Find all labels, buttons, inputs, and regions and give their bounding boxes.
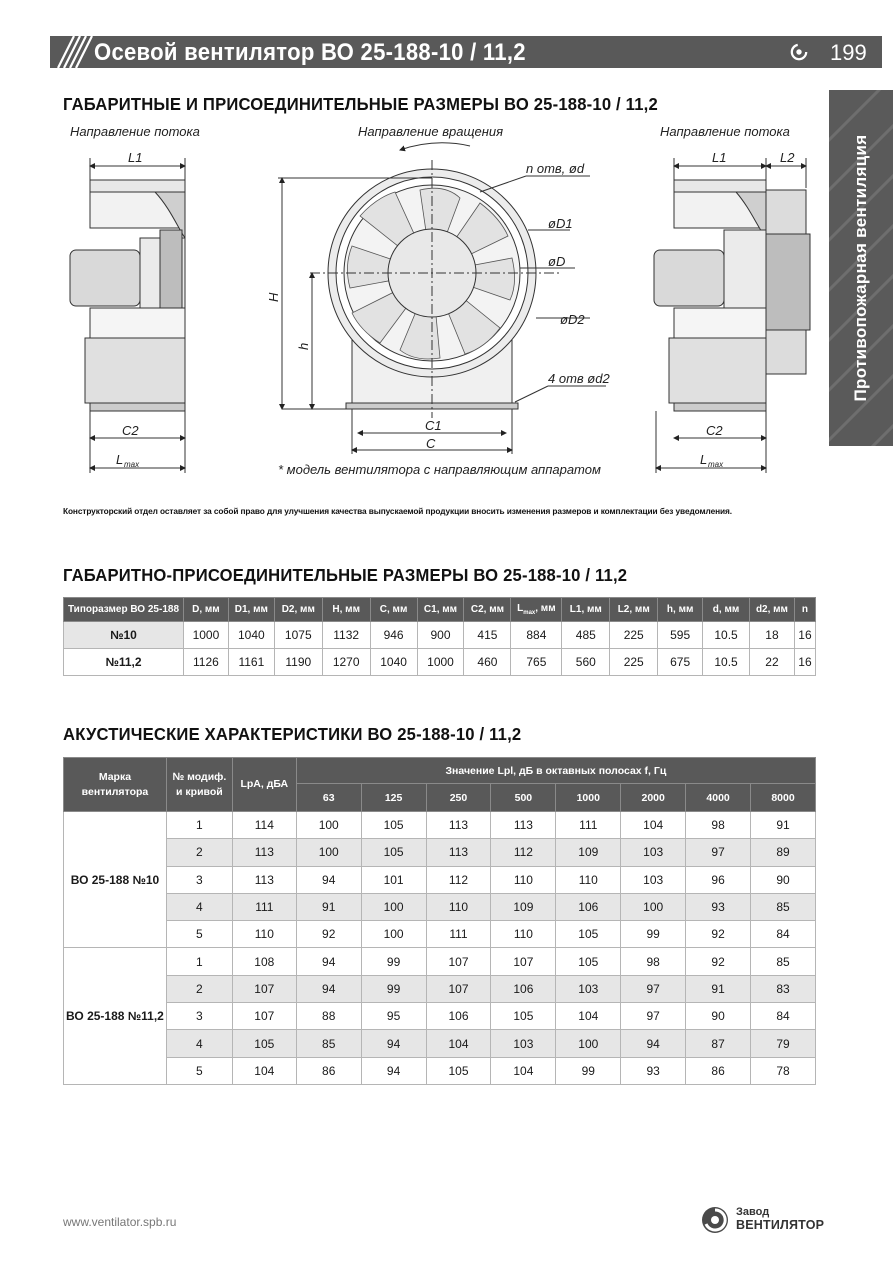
table-cell: 109 bbox=[491, 893, 556, 920]
table-cell: 1 bbox=[166, 948, 232, 975]
technical-drawing-svg bbox=[60, 118, 830, 488]
rotation-direction-label: Направление вращения bbox=[358, 124, 504, 139]
company-logo bbox=[700, 1203, 825, 1237]
table-cell: 99 bbox=[556, 1057, 621, 1084]
table-cell: 105 bbox=[491, 1003, 556, 1030]
dim-header-cell: d2, мм bbox=[749, 598, 794, 622]
table-row bbox=[64, 893, 816, 920]
table-cell: 100 bbox=[361, 921, 426, 948]
table-cell: 98 bbox=[621, 948, 686, 975]
size-cell: №10 bbox=[64, 622, 184, 649]
left-C2-label: C2 bbox=[122, 423, 139, 438]
drawing-footnote: * модель вентилятора с направляющим аппаратом bbox=[278, 462, 601, 477]
table-cell: 104 bbox=[426, 1030, 491, 1057]
dim-header-cell: h, мм bbox=[658, 598, 703, 622]
right-C2-label: C2 bbox=[706, 423, 723, 438]
table-cell: 16 bbox=[794, 649, 815, 676]
table-cell: 22 bbox=[749, 649, 794, 676]
table-cell: 10.5 bbox=[703, 649, 750, 676]
freq-header: 63 bbox=[296, 784, 361, 812]
table-cell: 107 bbox=[232, 1003, 296, 1030]
left-side-view bbox=[70, 124, 200, 473]
model-header: Марка вентилятора bbox=[64, 758, 167, 812]
table-cell: 225 bbox=[610, 622, 658, 649]
table-cell: 107 bbox=[232, 975, 296, 1002]
table-cell: 460 bbox=[464, 649, 511, 676]
dim-header-cell: L1, мм bbox=[562, 598, 610, 622]
freq-header: 8000 bbox=[751, 784, 816, 812]
center-front-view bbox=[266, 124, 610, 477]
table-cell: 10.5 bbox=[703, 622, 750, 649]
dim-header-cell: C2, мм bbox=[464, 598, 511, 622]
technical-drawing bbox=[60, 118, 830, 488]
model-cell: ВО 25-188 №11,2 bbox=[64, 948, 167, 1084]
table-cell: 1190 bbox=[274, 649, 322, 676]
table-cell: 99 bbox=[361, 948, 426, 975]
table-cell: 98 bbox=[686, 812, 751, 839]
table-cell: 110 bbox=[232, 921, 296, 948]
freq-header: 500 bbox=[491, 784, 556, 812]
acoustic-header-row-1 bbox=[64, 758, 816, 784]
dim-header-cell: H, мм bbox=[322, 598, 370, 622]
table-cell: 101 bbox=[361, 866, 426, 893]
table-cell: 18 bbox=[749, 622, 794, 649]
company-swirl-icon bbox=[700, 1205, 730, 1235]
table-row bbox=[64, 622, 816, 649]
dimensions-table bbox=[63, 597, 816, 676]
table-cell: 95 bbox=[361, 1003, 426, 1030]
table-cell: 78 bbox=[751, 1057, 816, 1084]
table-cell: 225 bbox=[610, 649, 658, 676]
table-cell: 90 bbox=[686, 1003, 751, 1030]
table-cell: 84 bbox=[751, 921, 816, 948]
table-row bbox=[64, 812, 816, 839]
table-cell: 107 bbox=[491, 948, 556, 975]
table-cell: 1126 bbox=[183, 649, 228, 676]
table-cell: 105 bbox=[361, 812, 426, 839]
table-cell: 85 bbox=[751, 893, 816, 920]
freq-header: 1000 bbox=[556, 784, 621, 812]
table-cell: 91 bbox=[686, 975, 751, 1002]
table-cell: 104 bbox=[232, 1057, 296, 1084]
table-cell: 83 bbox=[751, 975, 816, 1002]
right-flow-label: Направление потока bbox=[660, 124, 790, 139]
table-cell: 113 bbox=[232, 839, 296, 866]
size-cell: №11,2 bbox=[64, 649, 184, 676]
lpa-header: LpA, дБА bbox=[232, 758, 296, 812]
left-Lmax-sub: max bbox=[124, 460, 140, 469]
freq-header: 4000 bbox=[686, 784, 751, 812]
dimensions-table-header bbox=[64, 598, 816, 622]
page-number: 199 bbox=[830, 40, 867, 65]
table-cell: 113 bbox=[232, 866, 296, 893]
table-cell: 5 bbox=[166, 1057, 232, 1084]
table-cell: 112 bbox=[491, 839, 556, 866]
lmax-letter: L bbox=[517, 603, 524, 614]
table-cell: 86 bbox=[686, 1057, 751, 1084]
table-cell: 84 bbox=[751, 1003, 816, 1030]
table-cell: 107 bbox=[426, 948, 491, 975]
company-swirl-icon bbox=[790, 43, 808, 61]
table-cell: 946 bbox=[370, 622, 417, 649]
D2-label: øD2 bbox=[560, 312, 585, 327]
D1-label: øD1 bbox=[548, 216, 573, 231]
freq-header: 125 bbox=[361, 784, 426, 812]
table-cell: 90 bbox=[751, 866, 816, 893]
D-label: øD bbox=[548, 254, 566, 269]
right-L2-label: L2 bbox=[780, 150, 795, 165]
C-label: C bbox=[426, 436, 436, 451]
table-cell: 104 bbox=[621, 812, 686, 839]
mount-holes-label: 4 отв ød2 bbox=[548, 371, 610, 386]
table-cell: 2 bbox=[166, 839, 232, 866]
table-cell: 1040 bbox=[228, 622, 274, 649]
right-side-view bbox=[654, 124, 810, 473]
table-row bbox=[64, 948, 816, 975]
table-cell: 114 bbox=[232, 812, 296, 839]
table-cell: 94 bbox=[621, 1030, 686, 1057]
dim-header-cell: D2, мм bbox=[274, 598, 322, 622]
dim-header-cell: Типоразмер ВО 25-188 bbox=[64, 598, 184, 622]
table-cell: 100 bbox=[296, 839, 361, 866]
dim-header-cell: C1, мм bbox=[417, 598, 464, 622]
table-cell: 3 bbox=[166, 866, 232, 893]
table-cell: 110 bbox=[556, 866, 621, 893]
table-cell: 1161 bbox=[228, 649, 274, 676]
section-side-tab bbox=[829, 90, 893, 446]
table-row bbox=[64, 1003, 816, 1030]
table-cell: 89 bbox=[751, 839, 816, 866]
table-cell: 92 bbox=[296, 921, 361, 948]
table-cell: 100 bbox=[556, 1030, 621, 1057]
n-holes-label: n отв, ød bbox=[526, 161, 585, 176]
table-row bbox=[64, 1030, 816, 1057]
table-cell: 1000 bbox=[183, 622, 228, 649]
design-change-disclaimer: Конструкторский отдел оставляет за собой право для улучшения качества выпускаемой продукции вносить изменения размеров и комплектации без уведомления. bbox=[63, 506, 732, 516]
dim-header-cell: d, мм bbox=[703, 598, 750, 622]
table-cell: 4 bbox=[166, 893, 232, 920]
table-cell: 94 bbox=[296, 975, 361, 1002]
page-header bbox=[50, 36, 882, 68]
table-cell: 87 bbox=[686, 1030, 751, 1057]
dimensions-table-title: ГАБАРИТНО-ПРИСОЕДИНИТЕЛЬНЫЕ РАЗМЕРЫ ВО 25-188-10 / 11,2 bbox=[63, 565, 628, 585]
table-cell: 415 bbox=[464, 622, 511, 649]
table-cell: 105 bbox=[361, 839, 426, 866]
table-cell: 94 bbox=[361, 1030, 426, 1057]
table-cell: 79 bbox=[751, 1030, 816, 1057]
table-cell: 104 bbox=[491, 1057, 556, 1084]
website-url: www.ventilator.spb.ru bbox=[63, 1215, 177, 1229]
dim-header-cell-lmax bbox=[511, 598, 562, 622]
table-cell: 88 bbox=[296, 1003, 361, 1030]
table-cell: 110 bbox=[491, 866, 556, 893]
right-Lmax-label: L bbox=[700, 452, 708, 467]
table-cell: 85 bbox=[296, 1030, 361, 1057]
table-cell: 94 bbox=[361, 1057, 426, 1084]
table-cell: 1270 bbox=[322, 649, 370, 676]
table-cell: 100 bbox=[361, 893, 426, 920]
table-cell: 113 bbox=[491, 812, 556, 839]
dim-header-cell: L2, мм bbox=[610, 598, 658, 622]
table-cell: 113 bbox=[426, 812, 491, 839]
table-cell: 1040 bbox=[370, 649, 417, 676]
table-cell: 560 bbox=[562, 649, 610, 676]
table-row bbox=[64, 649, 816, 676]
freq-header: 250 bbox=[426, 784, 491, 812]
dim-header-cell: D1, мм bbox=[228, 598, 274, 622]
table-cell: 105 bbox=[232, 1030, 296, 1057]
table-row bbox=[64, 1057, 816, 1084]
table-cell: 2 bbox=[166, 975, 232, 1002]
table-cell: 106 bbox=[426, 1003, 491, 1030]
C1-label: C1 bbox=[425, 418, 442, 433]
table-row bbox=[64, 866, 816, 893]
table-cell: 595 bbox=[658, 622, 703, 649]
table-cell: 485 bbox=[562, 622, 610, 649]
table-cell: 100 bbox=[621, 893, 686, 920]
dimensions-drawing-title: ГАБАРИТНЫЕ И ПРИСОЕДИНИТЕЛЬНЫЕ РАЗМЕРЫ ВО 25-188-10 / 11,2 bbox=[63, 94, 658, 114]
table-cell: 85 bbox=[751, 948, 816, 975]
table-cell: 110 bbox=[491, 921, 556, 948]
table-cell: 103 bbox=[621, 839, 686, 866]
table-cell: 109 bbox=[556, 839, 621, 866]
table-cell: 16 bbox=[794, 622, 815, 649]
table-cell: 104 bbox=[556, 1003, 621, 1030]
table-cell: 106 bbox=[491, 975, 556, 1002]
table-cell: 91 bbox=[296, 893, 361, 920]
table-cell: 108 bbox=[232, 948, 296, 975]
table-row bbox=[64, 975, 816, 1002]
dim-header-cell: D, мм bbox=[183, 598, 228, 622]
table-cell: 1075 bbox=[274, 622, 322, 649]
table-cell: 94 bbox=[296, 866, 361, 893]
header-stripes-decoration bbox=[56, 36, 96, 68]
left-L1-label: L1 bbox=[128, 150, 143, 165]
dim-header-cell: n bbox=[794, 598, 815, 622]
table-cell: 91 bbox=[751, 812, 816, 839]
table-cell: 111 bbox=[232, 893, 296, 920]
table-cell: 5 bbox=[166, 921, 232, 948]
page-title: Осевой вентилятор ВО 25-188-10 / 11,2 bbox=[94, 39, 526, 66]
table-cell: 112 bbox=[426, 866, 491, 893]
freq-header: 2000 bbox=[621, 784, 686, 812]
table-cell: 99 bbox=[621, 921, 686, 948]
table-cell: 765 bbox=[511, 649, 562, 676]
octave-band-header: Значение Lpl, дБ в октавных полосах f, Гц bbox=[296, 758, 815, 784]
table-cell: 103 bbox=[491, 1030, 556, 1057]
table-cell: 111 bbox=[556, 812, 621, 839]
H-dimension-label: H bbox=[266, 292, 281, 302]
logo-line-1: Завод bbox=[736, 1206, 770, 1218]
table-cell: 110 bbox=[426, 893, 491, 920]
table-cell: 97 bbox=[621, 1003, 686, 1030]
table-cell: 105 bbox=[556, 921, 621, 948]
table-row bbox=[64, 839, 816, 866]
table-cell: 92 bbox=[686, 921, 751, 948]
table-cell: 111 bbox=[426, 921, 491, 948]
mod-curve-header: № модиф. и кривой bbox=[166, 758, 232, 812]
right-L1-label: L1 bbox=[712, 150, 727, 165]
dim-header-cell: C, мм bbox=[370, 598, 417, 622]
table-cell: 93 bbox=[621, 1057, 686, 1084]
model-cell: ВО 25-188 №10 bbox=[64, 812, 167, 948]
table-cell: 99 bbox=[361, 975, 426, 1002]
h-dimension-label: h bbox=[296, 342, 311, 350]
left-flow-label: Направление потока bbox=[70, 124, 200, 139]
table-cell: 94 bbox=[296, 948, 361, 975]
logo-line-2: ВЕНТИЛЯТОР bbox=[736, 1218, 825, 1232]
lmax-unit: , мм bbox=[535, 603, 556, 614]
table-cell: 86 bbox=[296, 1057, 361, 1084]
table-cell: 97 bbox=[686, 839, 751, 866]
table-cell: 106 bbox=[556, 893, 621, 920]
table-cell: 107 bbox=[426, 975, 491, 1002]
table-cell: 4 bbox=[166, 1030, 232, 1057]
table-row bbox=[64, 921, 816, 948]
table-cell: 1132 bbox=[322, 622, 370, 649]
table-cell: 92 bbox=[686, 948, 751, 975]
table-cell: 97 bbox=[621, 975, 686, 1002]
table-cell: 900 bbox=[417, 622, 464, 649]
left-Lmax-label: L bbox=[116, 452, 124, 467]
acoustic-table bbox=[63, 757, 816, 1085]
table-cell: 100 bbox=[296, 812, 361, 839]
acoustic-table-title: АКУСТИЧЕСКИЕ ХАРАКТЕРИСТИКИ ВО 25-188-10 / 11,2 bbox=[63, 724, 522, 744]
right-Lmax-sub: max bbox=[708, 460, 724, 469]
table-cell: 1000 bbox=[417, 649, 464, 676]
table-cell: 105 bbox=[426, 1057, 491, 1084]
table-cell: 103 bbox=[556, 975, 621, 1002]
table-cell: 113 bbox=[426, 839, 491, 866]
table-cell: 3 bbox=[166, 1003, 232, 1030]
lmax-sub: max bbox=[523, 610, 536, 616]
table-cell: 93 bbox=[686, 893, 751, 920]
table-cell: 96 bbox=[686, 866, 751, 893]
table-cell: 105 bbox=[556, 948, 621, 975]
side-tab-label: Противопожарная вентиляция bbox=[851, 134, 870, 402]
table-cell: 884 bbox=[511, 622, 562, 649]
table-cell: 1 bbox=[166, 812, 232, 839]
table-cell: 675 bbox=[658, 649, 703, 676]
table-cell: 103 bbox=[621, 866, 686, 893]
